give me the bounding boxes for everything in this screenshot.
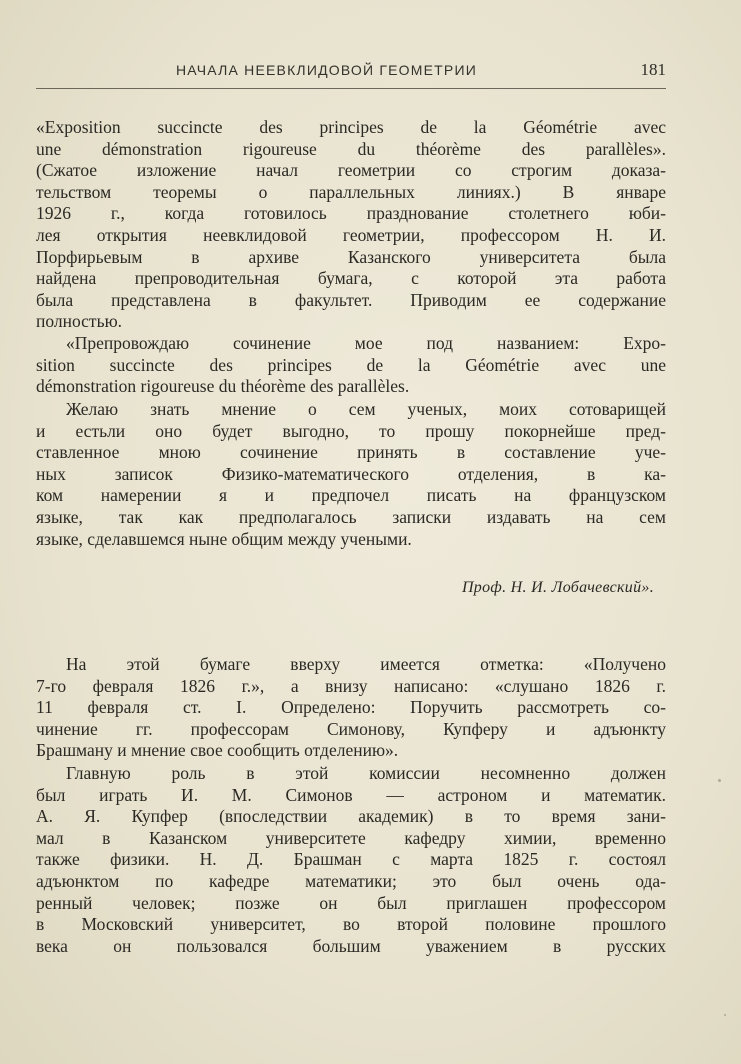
header-rule bbox=[36, 88, 666, 89]
text-line: 7-го февраля 1826 г.», а внизу написано: «слушано 1826 г. bbox=[36, 675, 666, 696]
text-line: sition succincte des principes de la Géométrie avec une bbox=[36, 354, 666, 375]
text-line: чинение гг. профессорам Симонову, Купферу и адъюнкту bbox=[36, 718, 666, 739]
text-line: тельством теоремы о параллельных линиях.) В январе bbox=[36, 181, 666, 202]
text-line: (Сжатое изложение начал геометрии со строгим доказа- bbox=[36, 160, 666, 181]
text-line: Брашману и мнение свое сообщить отделению». bbox=[36, 740, 399, 761]
text-line: полностью. bbox=[36, 311, 123, 332]
text-line: была представлена в факультет. Приводим ее содержание bbox=[36, 289, 666, 310]
text-line: Желаю знать мнение о сем ученых, моих сотоварищей bbox=[66, 399, 666, 419]
text-line: адъюнктом по кафедре математики; это был очень ода- bbox=[36, 870, 666, 891]
page-header bbox=[36, 62, 666, 84]
text-line: «Exposition succincte des principes de la Géométrie avec bbox=[36, 117, 666, 137]
paragraph-annotation bbox=[36, 654, 666, 762]
text-line: 11 февраля ст. I. Определено: Поручить рассмотреть со- bbox=[36, 697, 666, 718]
text-line: века он пользовался большим уважением в русских bbox=[36, 935, 666, 956]
text-line: и естьли оно будет выгодно, то прошу покорнейше пред- bbox=[36, 420, 666, 441]
signature: Проф. Н. И. Лобачевский». bbox=[461, 579, 654, 596]
text-line: А. Я. Купфер (впоследствии академик) в то время зани- bbox=[36, 806, 666, 827]
text-line: démonstration rigoureuse du théorème des parallèles. bbox=[36, 376, 410, 397]
text-line: 1926 г., когда готовилось празднование столетнего юби- bbox=[36, 203, 666, 224]
text-line: лея открытия неевклидовой геометрии, профессором Н. И. bbox=[36, 224, 666, 245]
running-title: НАЧАЛА НЕЕВКЛИДОВОЙ ГЕОМЕТРИИ bbox=[176, 62, 477, 78]
paper-speck bbox=[724, 1014, 726, 1016]
text-line: в Московский университет, во второй половине прошлого bbox=[36, 914, 666, 935]
text-line: ставленное мною сочинение принять в составление уче- bbox=[36, 442, 666, 463]
paragraph-request bbox=[36, 399, 666, 550]
text-line: языке, так как предполагалось записки издавать на сем bbox=[36, 506, 666, 527]
text-line: языке, сделавшемся ныне общим между учеными. bbox=[36, 528, 412, 549]
paragraph-cover-letter bbox=[36, 333, 666, 398]
paragraph-exposition-title bbox=[36, 117, 666, 333]
text-line: был играть И. М. Симонов — астроном и математик. bbox=[36, 784, 666, 805]
paper-speck bbox=[718, 779, 721, 782]
text-line: На этой бумаге вверху имеется отметка: «Получено bbox=[66, 654, 666, 674]
text-line: также физики. Н. Д. Брашман с марта 1825 г. состоял bbox=[36, 849, 666, 870]
text-line: une démonstration rigoureuse du théorème des parallèles». bbox=[36, 138, 666, 159]
text-line: ренный человек; позже он был приглашен профессором bbox=[36, 892, 666, 913]
text-line: «Препровождаю сочинение мое под названием: Expo- bbox=[66, 333, 666, 353]
text-line: ком намерении я и предпочел писать на французском bbox=[36, 485, 666, 506]
text-line: Порфирьевым в архиве Казанского университета была bbox=[36, 246, 666, 267]
paragraph-commission bbox=[36, 763, 666, 957]
text-line: мал в Казанском университете кафедру химии, временно bbox=[36, 827, 666, 848]
text-line: Главную роль в этой комиссии несомненно должен bbox=[66, 763, 666, 783]
text-line: найдена препроводительная бумага, с которой эта работа bbox=[36, 268, 666, 289]
text-line: ных записок Физико-математического отделения, в ка- bbox=[36, 463, 666, 484]
page-number: 181 bbox=[640, 60, 666, 79]
